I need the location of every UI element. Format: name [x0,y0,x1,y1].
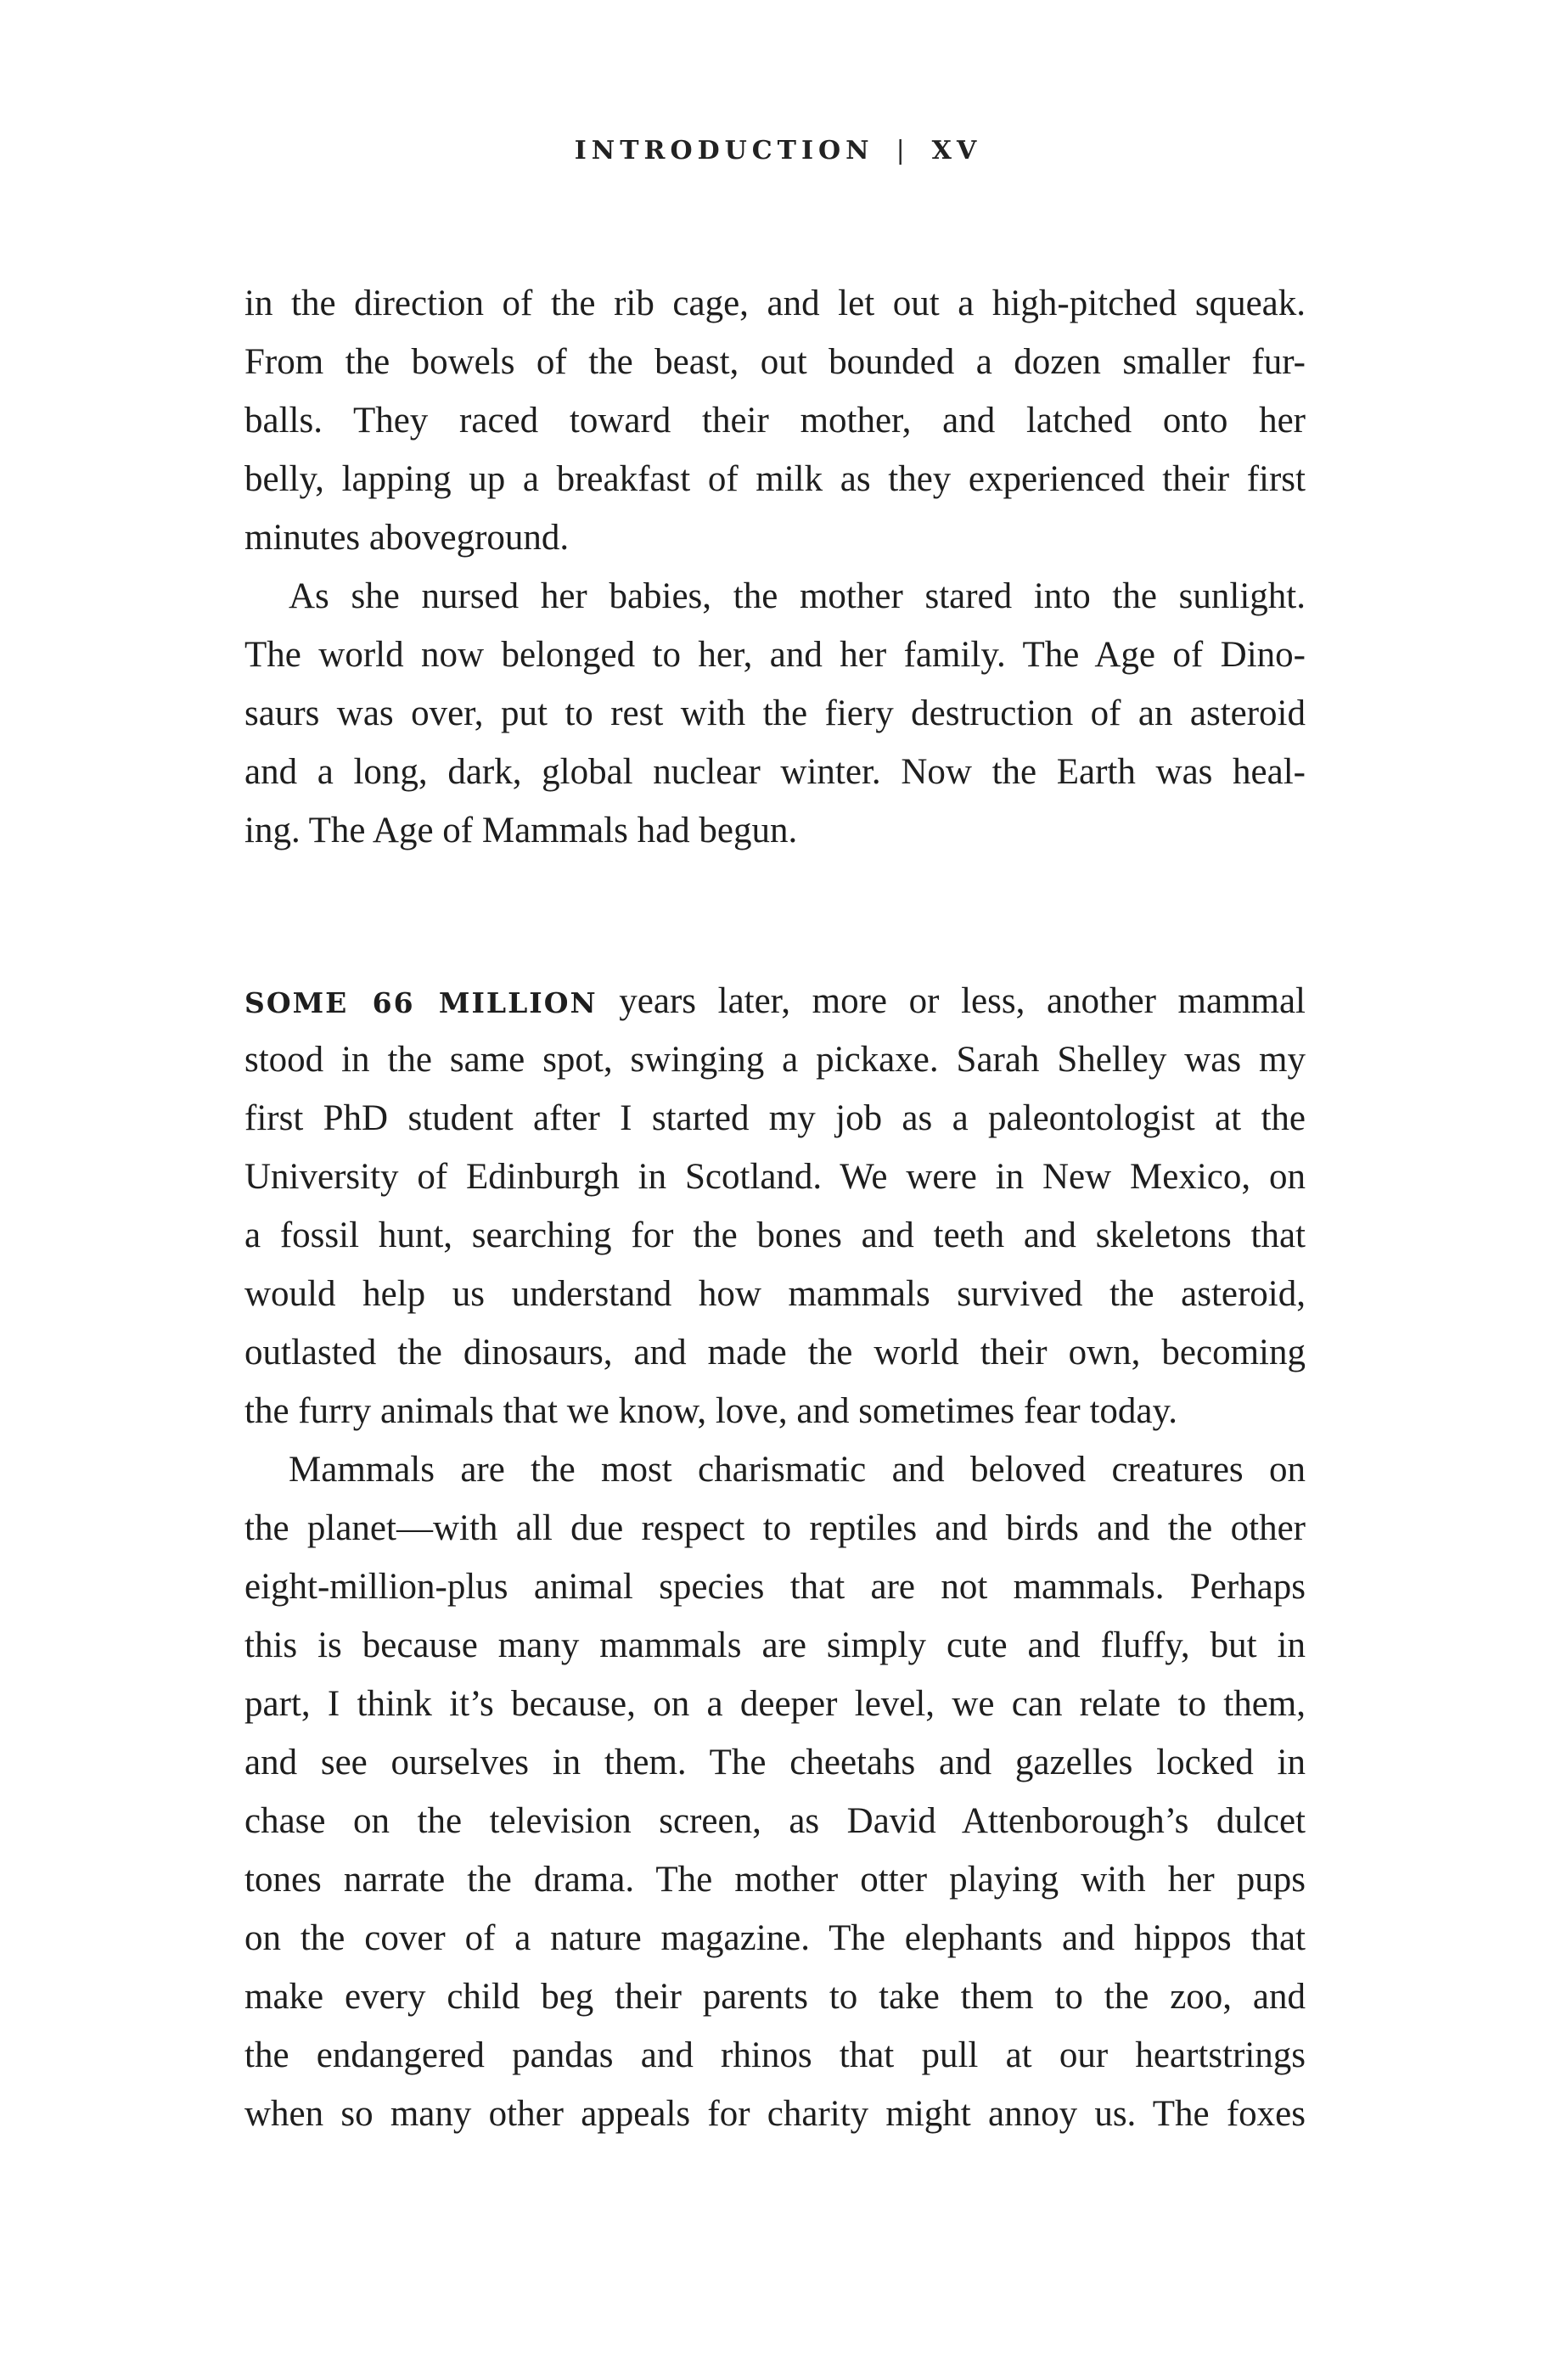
text-line: the endangered pandas and rhinos that pull at our heartstrings [244,2035,1306,2075]
text-line: a fossil hunt, searching for the bones and teeth and skeletons that [244,1215,1306,1255]
text-line: chase on the television screen, as David Attenborough’s dulcet [244,1801,1306,1841]
text-line: eight-million-plus animal species that are not mammals. Perhaps [244,1567,1306,1607]
paragraph [244,567,1306,860]
text-line: first PhD student after I started my job as a paleontologist at the [244,1098,1306,1138]
text-line: As she nursed her babies, the mother stared into the sunlight. [289,576,1306,616]
text-line: part, I think it’s because, on a deeper level, we can relate to them, [244,1684,1306,1724]
paragraph [244,972,1306,1440]
text-line: Mammals are the most charismatic and beloved creatures on [289,1450,1306,1490]
page-number: XV [931,136,982,166]
text-line: belly, lapping up a breakfast of milk as they experienced their first [244,459,1306,499]
text-line: stood in the same spot, swinging a pickaxe. Sarah Shelley was my [244,1040,1306,1080]
text-line: balls. They raced toward their mother, and latched onto her [244,401,1306,441]
text-line: on the cover of a nature magazine. The elephants and hippos that [244,1918,1306,1958]
text-line: saurs was over, put to rest with the fiery destruction of an asteroid [244,693,1306,733]
text-line-lead [244,972,1306,1030]
text-line: make every child beg their parents to take them to the zoo, and [244,1977,1306,2017]
text-line-rest: years later, more or less, another mammal [597,981,1306,1021]
text-line: when so many other appeals for charity might annoy us. The foxes [244,2094,1306,2134]
running-head [0,136,1556,166]
text-line: and see ourselves in them. The cheetahs and gazelles locked in [244,1743,1306,1782]
text-line: and a long, dark, global nuclear winter. Now the Earth was heal- [244,752,1306,792]
text-line: this is because many mammals are simply cute and fluffy, but in [244,1625,1306,1665]
paragraph [244,274,1306,567]
text-line: The world now belonged to her, and her family. The Age of Dino- [244,635,1306,675]
text-line: From the bowels of the beast, out bounded a dozen smaller fur- [244,342,1306,382]
text-line: the planet—with all due respect to reptiles and birds and the other [244,1508,1306,1548]
small-caps-lead-in: SOME 66 MILLION [244,986,598,1019]
text-line: ing. The Age of Mammals had begun. [244,811,798,850]
text-block-section-break [244,972,1306,2143]
text-line: in the direction of the rib cage, and let out a high-pitched squeak. [244,283,1306,323]
text-line: tones narrate the drama. The mother otter playing with her pups [244,1860,1306,1900]
text-line: the furry animals that we know, love, and sometimes fear today. [244,1391,1177,1431]
text-line: outlasted the dinosaurs, and made the world their own, becoming [244,1333,1306,1372]
text-line: minutes aboveground. [244,518,570,558]
header-separator: | [896,136,910,166]
paragraph [244,1440,1306,2143]
text-line: would help us understand how mammals survived the asteroid, [244,1274,1306,1314]
section-title: INTRODUCTION [574,136,874,166]
text-line: University of Edinburgh in Scotland. We were in New Mexico, on [244,1157,1306,1197]
text-block-opening [244,274,1306,860]
